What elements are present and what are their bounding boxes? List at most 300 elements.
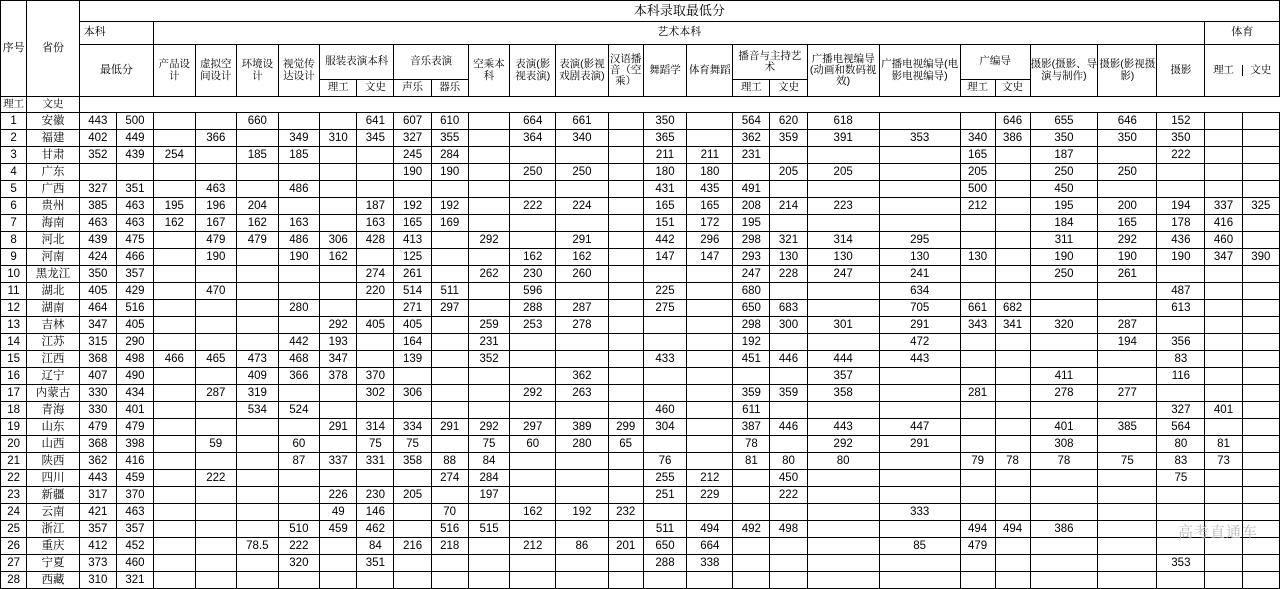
- score-cell: [960, 266, 995, 283]
- score-cell: 341: [995, 317, 1030, 334]
- table-row[interactable]: [1, 300, 1280, 317]
- score-cell: [770, 436, 807, 453]
- row-province: 山东: [27, 419, 79, 436]
- score-cell: 306: [394, 385, 431, 402]
- score-cell: 446: [770, 419, 807, 436]
- score-cell: [237, 504, 279, 521]
- score-cell: [154, 334, 196, 351]
- score-cell: [79, 164, 116, 181]
- score-cell: [510, 521, 556, 538]
- score-cell: [320, 402, 357, 419]
- score-cell: [394, 402, 431, 419]
- row-province: 内蒙古: [27, 385, 79, 402]
- table-row[interactable]: [1, 453, 1280, 470]
- score-cell: [357, 300, 394, 317]
- score-cell: [1157, 164, 1205, 181]
- score-cell: 292: [468, 232, 510, 249]
- score-cell: 534: [237, 402, 279, 419]
- score-cell: [807, 504, 879, 521]
- score-cell: 486: [278, 181, 320, 198]
- score-cell: 297: [431, 300, 468, 317]
- score-cell: 292: [1098, 232, 1157, 249]
- score-cell: [770, 215, 807, 232]
- score-cell: [687, 385, 733, 402]
- score-cell: [770, 572, 807, 589]
- score-cell: 463: [195, 181, 237, 198]
- table-row[interactable]: [1, 436, 1280, 453]
- score-cell: 468: [278, 351, 320, 368]
- score-cell: 205: [394, 487, 431, 504]
- score-cell: 356: [1157, 334, 1205, 351]
- score-cell: 259: [468, 317, 510, 334]
- row-province: 吉林: [27, 317, 79, 334]
- score-cell: [608, 351, 643, 368]
- score-cell: 347: [79, 317, 116, 334]
- score-cell: [320, 147, 357, 164]
- score-cell: [643, 317, 687, 334]
- score-cell: 416: [116, 453, 153, 470]
- score-cell: [807, 470, 879, 487]
- score-cell: 564: [1157, 419, 1205, 436]
- score-cell: [1098, 538, 1157, 555]
- score-cell: [960, 487, 995, 504]
- table-row[interactable]: [1, 334, 1280, 351]
- table-row[interactable]: [1, 113, 1280, 130]
- score-cell: [394, 504, 431, 521]
- score-cell: 368: [79, 436, 116, 453]
- score-cell: 350: [1030, 130, 1098, 147]
- score-cell: 479: [116, 419, 153, 436]
- score-cell: [154, 249, 196, 266]
- table-row[interactable]: [1, 521, 1280, 538]
- score-cell: 162: [320, 249, 357, 266]
- score-cell: [431, 334, 468, 351]
- table-row[interactable]: [1, 572, 1280, 589]
- score-cell: [468, 572, 510, 589]
- score-cell: 370: [116, 487, 153, 504]
- header-art: 艺术本科: [154, 22, 1205, 45]
- score-cell: 705: [879, 300, 960, 317]
- score-cell: [431, 249, 468, 266]
- table-row[interactable]: [1, 317, 1280, 334]
- score-cell: [1242, 487, 1279, 504]
- score-cell: [357, 351, 394, 368]
- score-cell: 370: [357, 368, 394, 385]
- table-row[interactable]: [1, 130, 1280, 147]
- row-province: 重庆: [27, 538, 79, 555]
- score-cell: 165: [1098, 215, 1157, 232]
- score-cell: 195: [733, 215, 770, 232]
- row-seq: 27: [1, 555, 27, 572]
- score-cell: [960, 368, 995, 385]
- score-cell: [237, 283, 279, 300]
- score-cell: 211: [687, 147, 733, 164]
- table-row[interactable]: [1, 385, 1280, 402]
- score-cell: 315: [79, 334, 116, 351]
- score-cell: [1242, 351, 1279, 368]
- score-cell: 223: [807, 198, 879, 215]
- score-cell: 515: [468, 521, 510, 538]
- score-cell: 241: [879, 266, 960, 283]
- score-cell: 444: [807, 351, 879, 368]
- score-cell: 524: [278, 402, 320, 419]
- score-cell: 320: [278, 555, 320, 572]
- score-cell: [154, 470, 196, 487]
- score-cell: 351: [357, 555, 394, 572]
- row-seq: 21: [1, 453, 27, 470]
- score-cell: [608, 470, 643, 487]
- score-cell: 75: [1098, 453, 1157, 470]
- score-cell: 79: [960, 453, 995, 470]
- score-cell: 325: [1242, 198, 1279, 215]
- score-cell: 500: [960, 181, 995, 198]
- row-seq: 7: [1, 215, 27, 232]
- table-row[interactable]: [1, 419, 1280, 436]
- score-cell: [357, 181, 394, 198]
- header-host-arts: 文史: [770, 80, 807, 97]
- score-cell: 284: [468, 470, 510, 487]
- score-cell: [510, 572, 556, 589]
- score-cell: [431, 368, 468, 385]
- row-seq: 1: [1, 113, 27, 130]
- score-cell: [687, 334, 733, 351]
- table-row[interactable]: [1, 351, 1280, 368]
- score-cell: [154, 164, 196, 181]
- score-cell: [556, 283, 608, 300]
- score-cell: 162: [510, 249, 556, 266]
- score-cell: [1157, 181, 1205, 198]
- score-cell: 151: [643, 215, 687, 232]
- row-province: 陕西: [27, 453, 79, 470]
- score-cell: 178: [1157, 215, 1205, 232]
- score-cell: 274: [357, 266, 394, 283]
- score-cell: 205: [960, 164, 995, 181]
- score-cell: 466: [116, 249, 153, 266]
- row-province: 湖南: [27, 300, 79, 317]
- score-cell: [1242, 266, 1279, 283]
- score-cell: [960, 232, 995, 249]
- score-cell: 447: [879, 419, 960, 436]
- score-cell: [643, 368, 687, 385]
- score-cell: [556, 334, 608, 351]
- score-cell: [195, 113, 237, 130]
- score-cell: 302: [357, 385, 394, 402]
- table-row[interactable]: [1, 538, 1280, 555]
- header-lowest-score: 最低分: [79, 45, 153, 97]
- score-cell: [237, 249, 279, 266]
- score-cell: 125: [394, 249, 431, 266]
- row-province: 海南: [27, 215, 79, 232]
- header-chinese-broadcast: 汉语播音（空乘）: [608, 45, 643, 97]
- table-row[interactable]: [1, 555, 1280, 572]
- score-cell: [320, 113, 357, 130]
- score-cell: 362: [733, 130, 770, 147]
- score-cell: 387: [733, 419, 770, 436]
- score-cell: [1030, 572, 1098, 589]
- score-cell: 494: [960, 521, 995, 538]
- score-cell: 214: [770, 198, 807, 215]
- header-fashion-science: 理工: [320, 80, 357, 97]
- score-cell: 271: [394, 300, 431, 317]
- row-seq: 3: [1, 147, 27, 164]
- score-cell: [960, 555, 995, 572]
- score-cell: [237, 572, 279, 589]
- score-cell: 196: [195, 198, 237, 215]
- score-cell: 607: [394, 113, 431, 130]
- score-cell: [1157, 385, 1205, 402]
- score-cell: [733, 470, 770, 487]
- score-cell: [357, 572, 394, 589]
- score-cell: 75: [468, 436, 510, 453]
- score-cell: [995, 487, 1030, 504]
- score-cell: 78: [995, 453, 1030, 470]
- score-cell: 516: [116, 300, 153, 317]
- score-cell: [320, 572, 357, 589]
- score-cell: 514: [394, 283, 431, 300]
- score-cell: 321: [116, 572, 153, 589]
- score-cell: 193: [320, 334, 357, 351]
- score-cell: [1205, 385, 1242, 402]
- score-cell: 320: [1030, 317, 1098, 334]
- score-cell: [468, 402, 510, 419]
- score-cell: 655: [1030, 113, 1098, 130]
- score-cell: [278, 266, 320, 283]
- row-seq: 16: [1, 368, 27, 385]
- score-cell: 357: [116, 266, 153, 283]
- score-cell: 222: [278, 538, 320, 555]
- row-province: 山西: [27, 436, 79, 453]
- score-cell: [807, 555, 879, 572]
- score-cell: [1242, 317, 1279, 334]
- score-cell: [510, 215, 556, 232]
- score-cell: [357, 147, 394, 164]
- score-cell: [394, 181, 431, 198]
- score-cell: [1242, 419, 1279, 436]
- score-cell: [1205, 317, 1242, 334]
- score-cell: [1205, 113, 1242, 130]
- score-cell: 130: [879, 249, 960, 266]
- row-province: 甘肃: [27, 147, 79, 164]
- row-province: 江苏: [27, 334, 79, 351]
- table-row[interactable]: [1, 232, 1280, 249]
- score-cell: [807, 538, 879, 555]
- score-cell: 288: [643, 555, 687, 572]
- score-cell: [960, 470, 995, 487]
- score-cell: [468, 181, 510, 198]
- score-cell: 511: [431, 283, 468, 300]
- score-cell: 611: [733, 402, 770, 419]
- score-cell: [879, 215, 960, 232]
- score-cell: [770, 538, 807, 555]
- score-cell: 75: [357, 436, 394, 453]
- score-cell: [687, 283, 733, 300]
- score-cell: 491: [733, 181, 770, 198]
- score-cell: 201: [608, 538, 643, 555]
- score-cell: 231: [468, 334, 510, 351]
- score-cell: [237, 317, 279, 334]
- score-cell: 449: [116, 130, 153, 147]
- score-cell: [687, 572, 733, 589]
- score-cell: 352: [79, 147, 116, 164]
- score-cell: 87: [278, 453, 320, 470]
- score-cell: [770, 147, 807, 164]
- score-cell: 84: [468, 453, 510, 470]
- score-cell: 327: [1157, 402, 1205, 419]
- score-cell: 337: [320, 453, 357, 470]
- score-cell: 327: [79, 181, 116, 198]
- table-row[interactable]: [1, 487, 1280, 504]
- score-cell: 254: [154, 147, 196, 164]
- score-cell: [237, 164, 279, 181]
- score-cell: 139: [394, 351, 431, 368]
- score-cell: [995, 436, 1030, 453]
- table-row[interactable]: [1, 368, 1280, 385]
- header-environment-design: 环境设计: [237, 45, 279, 97]
- score-cell: 70: [431, 504, 468, 521]
- table-row[interactable]: [1, 147, 1280, 164]
- score-cell: 357: [79, 521, 116, 538]
- score-cell: 473: [237, 351, 279, 368]
- score-cell: [995, 351, 1030, 368]
- score-cell: 510: [278, 521, 320, 538]
- table-row[interactable]: [1, 283, 1280, 300]
- score-cell: 366: [195, 130, 237, 147]
- score-cell: 479: [195, 232, 237, 249]
- score-cell: [1242, 504, 1279, 521]
- score-cell: [770, 555, 807, 572]
- score-cell: 80: [770, 453, 807, 470]
- score-cell: 479: [79, 419, 116, 436]
- score-cell: 490: [116, 368, 153, 385]
- score-cell: 192: [733, 334, 770, 351]
- score-cell: [1157, 317, 1205, 334]
- score-cell: [608, 266, 643, 283]
- header-gbd-science: 理工: [960, 80, 995, 97]
- score-cell: 378: [320, 368, 357, 385]
- score-cell: [195, 164, 237, 181]
- score-cell: [195, 453, 237, 470]
- header-music-vocal: 声乐: [394, 80, 431, 97]
- score-cell: [510, 368, 556, 385]
- table-row[interactable]: [1, 470, 1280, 487]
- score-cell: 250: [1030, 164, 1098, 181]
- table-row[interactable]: [1, 402, 1280, 419]
- score-cell: [1242, 232, 1279, 249]
- score-cell: [1205, 334, 1242, 351]
- header-film-acting: 表演(影视表演): [510, 45, 556, 97]
- score-cell: 564: [733, 113, 770, 130]
- score-cell: [1205, 266, 1242, 283]
- row-province: 西藏: [27, 572, 79, 589]
- row-seq: 12: [1, 300, 27, 317]
- score-cell: [1098, 351, 1157, 368]
- score-cell: [1242, 470, 1279, 487]
- score-cell: 291: [431, 419, 468, 436]
- score-cell: 229: [687, 487, 733, 504]
- score-cell: 463: [116, 504, 153, 521]
- score-cell: [1205, 283, 1242, 300]
- score-cell: [608, 249, 643, 266]
- table-row[interactable]: [1, 164, 1280, 181]
- watermark: 高考直通车: [1177, 524, 1258, 541]
- score-cell: [154, 555, 196, 572]
- score-cell: [556, 521, 608, 538]
- row-seq: 11: [1, 283, 27, 300]
- score-cell: [687, 113, 733, 130]
- header-sport-dance: 体育舞蹈: [687, 45, 733, 97]
- score-cell: 83: [1157, 351, 1205, 368]
- score-cell: 80: [1157, 436, 1205, 453]
- table-row[interactable]: [1, 266, 1280, 283]
- score-cell: 498: [116, 351, 153, 368]
- score-cell: [154, 283, 196, 300]
- score-cell: [154, 232, 196, 249]
- score-cell: 462: [357, 521, 394, 538]
- header-product-design: 产品设计: [154, 45, 196, 97]
- score-cell: 314: [807, 232, 879, 249]
- score-cell: [1205, 181, 1242, 198]
- score-cell: 327: [394, 130, 431, 147]
- header-fashion-show: 服装表演本科: [320, 45, 394, 80]
- score-cell: [195, 147, 237, 164]
- score-cell: 451: [733, 351, 770, 368]
- score-cell: 287: [556, 300, 608, 317]
- score-cell: [1098, 300, 1157, 317]
- score-cell: [608, 215, 643, 232]
- score-cell: 402: [79, 130, 116, 147]
- row-province: 宁夏: [27, 555, 79, 572]
- score-cell: 385: [79, 198, 116, 215]
- table-row[interactable]: [1, 198, 1280, 215]
- table-row[interactable]: [1, 215, 1280, 232]
- score-cell: [807, 334, 879, 351]
- score-cell: [320, 436, 357, 453]
- score-cell: 192: [431, 198, 468, 215]
- score-cell: [733, 572, 770, 589]
- score-cell: 230: [357, 487, 394, 504]
- score-cell: 364: [510, 130, 556, 147]
- score-cell: 60: [510, 436, 556, 453]
- score-cell: [608, 402, 643, 419]
- table-row[interactable]: [1, 504, 1280, 521]
- score-cell: [1242, 181, 1279, 198]
- score-cell: [1098, 368, 1157, 385]
- score-cell: [431, 436, 468, 453]
- score-cell: [770, 402, 807, 419]
- score-cell: [879, 572, 960, 589]
- score-cell: [1242, 147, 1279, 164]
- score-cell: [237, 436, 279, 453]
- score-cell: [1205, 470, 1242, 487]
- score-cell: 230: [510, 266, 556, 283]
- score-cell: [879, 402, 960, 419]
- score-cell: 357: [807, 368, 879, 385]
- score-cell: 162: [556, 249, 608, 266]
- score-cell: [879, 521, 960, 538]
- score-cell: 130: [807, 249, 879, 266]
- score-cell: 465: [195, 351, 237, 368]
- table-row[interactable]: [1, 249, 1280, 266]
- score-cell: 310: [320, 130, 357, 147]
- table-row[interactable]: [1, 181, 1280, 198]
- score-cell: [1205, 300, 1242, 317]
- score-cell: 65: [608, 436, 643, 453]
- score-cell: 147: [687, 249, 733, 266]
- score-cell: [237, 266, 279, 283]
- score-cell: 443: [879, 351, 960, 368]
- score-cell: 334: [394, 419, 431, 436]
- score-cell: [995, 385, 1030, 402]
